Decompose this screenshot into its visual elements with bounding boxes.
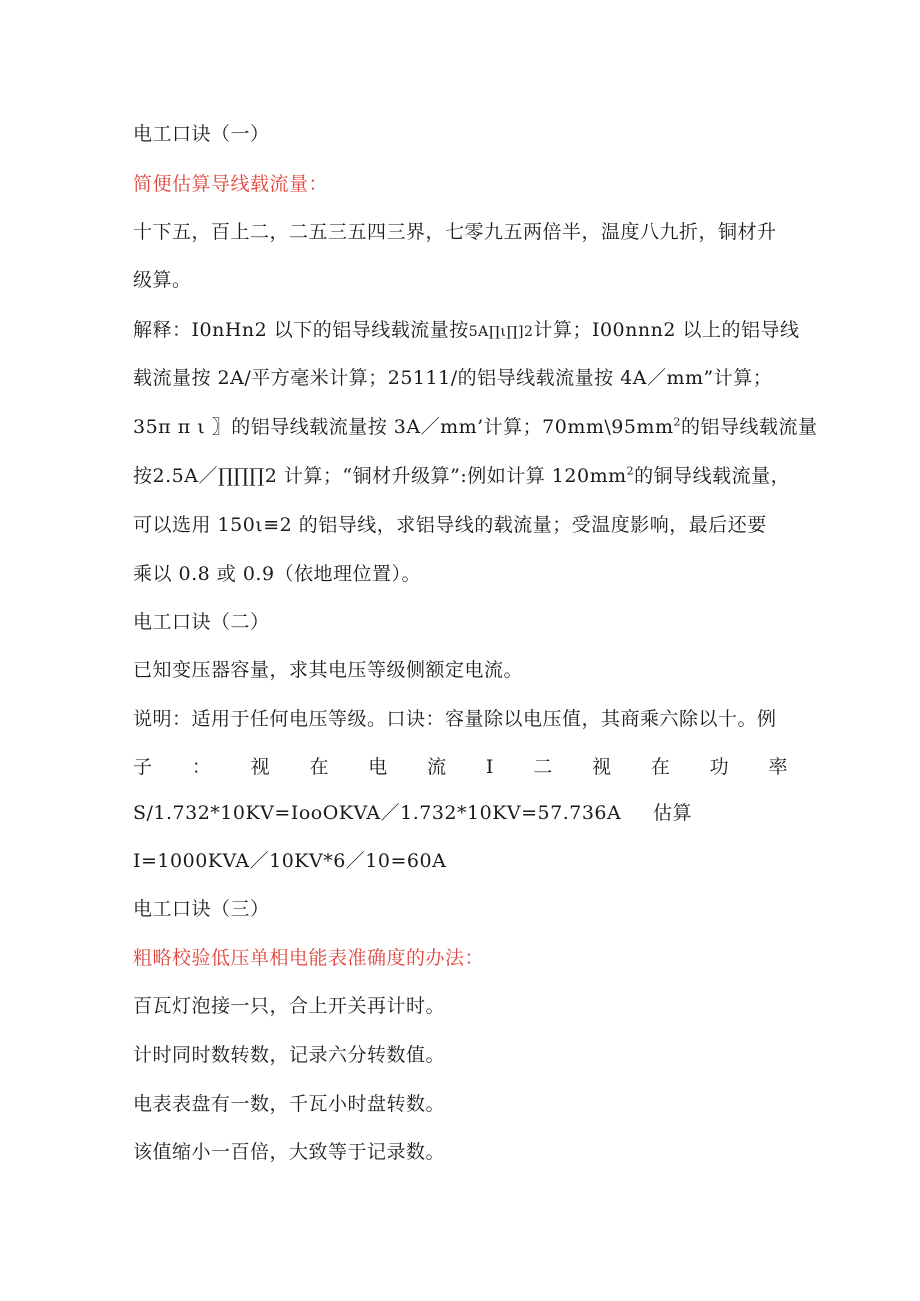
explain-line1-part-c: 计算；I00nnn2 以上的铝导线 — [533, 319, 800, 341]
formula-line1-right: 估算 — [653, 802, 693, 824]
explain-line1-part-a: 解释：I0nHn2 以下的铝导线载流量按 — [133, 319, 469, 341]
desc-char: 电 — [368, 756, 388, 778]
desc-char: 子 — [133, 756, 153, 778]
section3-line: 百瓦灯泡接一只，合上开关再计时。 — [133, 995, 446, 1017]
explain-line1-part-b: 5A∏ι∏]2 — [468, 324, 534, 340]
desc-char: 视 — [250, 756, 271, 778]
section1-subtitle: 简便估算导线载流量： — [133, 173, 329, 195]
section2-title: 电工口诀（二） — [133, 611, 270, 633]
section1-explain-line2: 载流量按 2A/平方毫米计算；25111/的铝导线载流量按 4A／mm”计算； — [133, 367, 773, 389]
explain-line3-superscript: 2 — [673, 415, 681, 429]
section1-mnemonic-line2: 级算。 — [133, 269, 192, 291]
section1-explain-line1 — [133, 318, 799, 344]
section1-explain-line5: 可以选用 150ι≡2 的铝导线，求铝导线的载流量；受温度影响，最后还要 — [133, 514, 767, 536]
section3-subtitle: 粗略校验低压单相电能表准确度的办法： — [133, 947, 485, 969]
explain-line4-part-b: 的铜导线载流量， — [634, 465, 791, 487]
formula-line1-left: S/1.732*10KV=IooOKVA／1.732*10KV=57.736A — [133, 802, 622, 824]
desc-char: 功 — [709, 756, 730, 778]
section1-explain-line4 — [133, 464, 790, 488]
desc-char: 视 — [592, 756, 612, 778]
section1-title: 电工口诀（一） — [133, 123, 270, 145]
desc-char: 在 — [650, 756, 671, 778]
section3-line: 计时同时数转数，记录六分转数值。 — [133, 1044, 446, 1066]
section3-line: 电表表盘有一数，千瓦小时盘转数。 — [133, 1093, 446, 1115]
explain-line3-part-b: 的铝导线载流量 — [680, 416, 818, 438]
desc-char: 流 — [427, 756, 447, 778]
desc-char: 二 — [533, 756, 553, 778]
explain-line4-part-a: 按2.5A／∏∏∏2 计算；“铜材升级算”:例如计算 120mm — [133, 465, 627, 487]
desc-char: ： — [191, 756, 212, 778]
section2-subtitle: 已知变压器容量，求其电压等级侧额定电流。 — [133, 659, 524, 681]
section3-line: 该值缩小一百倍，大致等于记录数。 — [133, 1141, 446, 1163]
desc-char: 率 — [768, 756, 788, 778]
section1-explain-line6: 乘以 0.8 或 0.9（依地理位置）。 — [133, 563, 422, 585]
desc-char: 在 — [309, 756, 329, 778]
explain-line4-superscript: 2 — [626, 464, 635, 478]
section2-desc-line1: 说明：适用于任何电压等级。口诀：容量除以电压值，其商乘六除以十。例 — [133, 708, 777, 730]
section2-formula-line2: I=1000KVA／10KV*6／10=60A — [133, 850, 447, 872]
section2-formula-line1 — [133, 801, 788, 825]
explain-line3-part-a: 35π π ι 〗的铝导线载流量按 3A／mm’计算；70mm\95mm — [133, 416, 674, 438]
desc-char: I — [485, 756, 494, 778]
section3-title: 电工口诀（三） — [133, 898, 270, 920]
section1-explain-line3 — [133, 415, 817, 439]
section1-mnemonic-line1: 十下五，百上二，二五三五四三界，七零九五两倍半，温度八九折，铜材升 — [133, 221, 777, 243]
section2-desc-line2 — [133, 755, 788, 779]
